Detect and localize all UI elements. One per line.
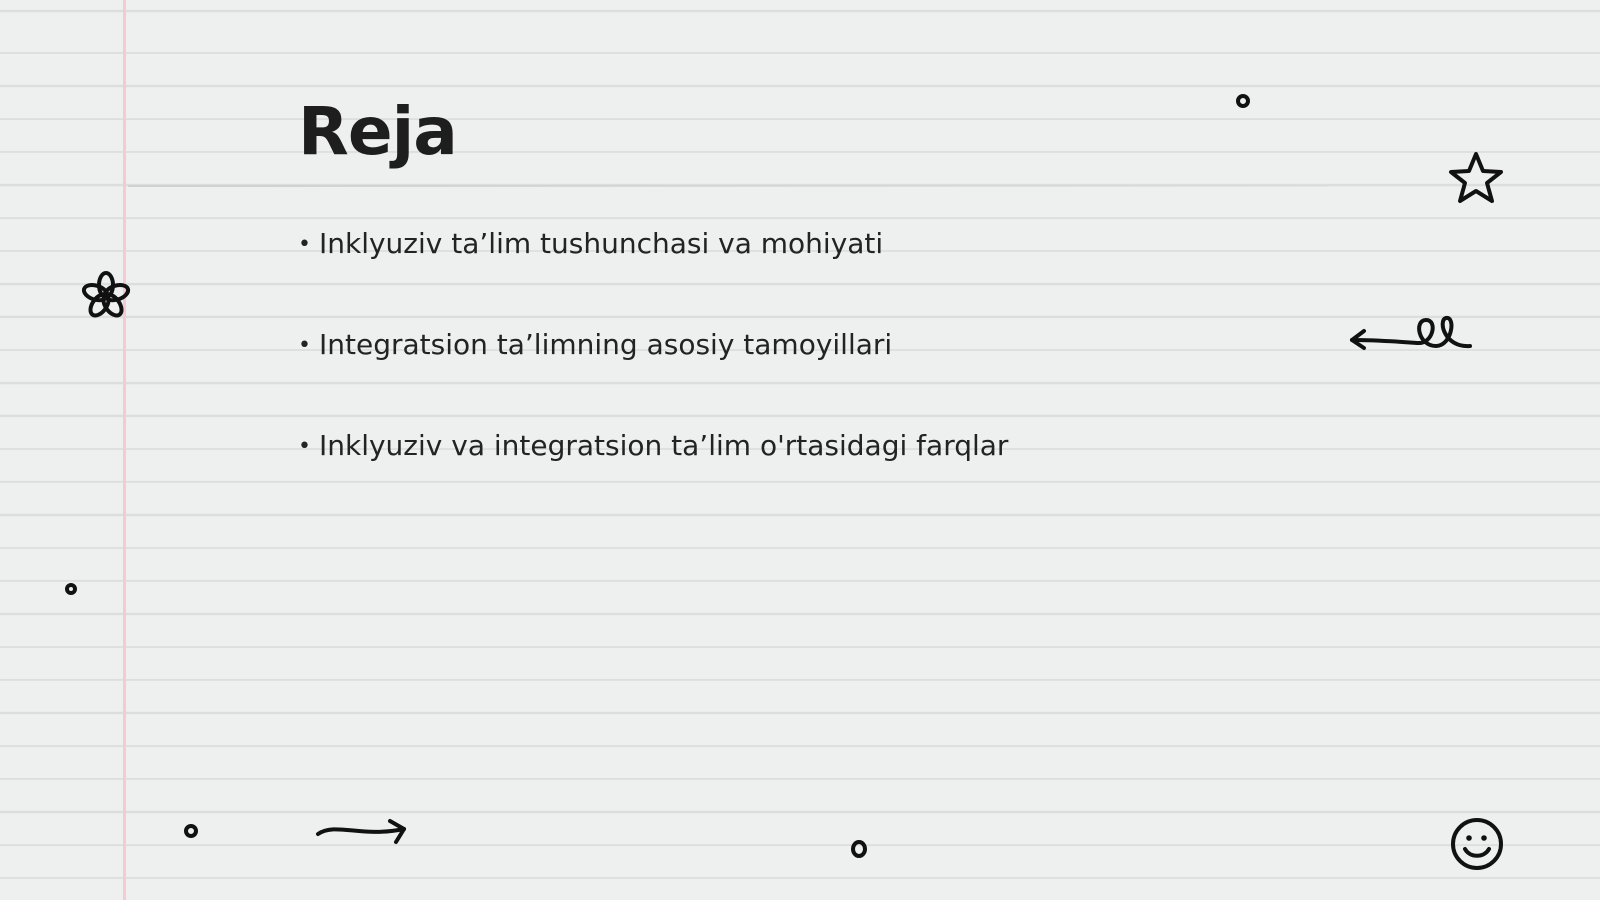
bullet-text: Inklyuziv va integratsion ta’lim o'rtasidagi farqlar [318,429,1009,462]
star-doodle-icon [1446,150,1506,206]
bullet-marker: • [298,434,311,459]
circle-doodle-icon [849,838,869,860]
bullet-list [298,222,1008,525]
curly-arrow-left-doodle-icon [1348,312,1476,362]
smiley-face-doodle-icon [1449,816,1505,872]
bullet-text: Integratsion ta’limning asosiy tamoyillari [318,328,893,361]
bullet-marker: • [298,232,311,257]
bullet-text: Inklyuziv ta’lim tushunchasi va mohiyati [318,227,884,260]
bullet-item [298,323,1008,424]
bullet-item [298,222,1008,323]
title-underline [128,185,1328,187]
notebook-margin-line [123,0,126,900]
bullet-marker: • [298,333,311,358]
circle-doodle-icon [182,822,200,840]
arrow-right-doodle-icon [316,816,412,846]
circle-doodle-icon [1234,92,1252,110]
bullet-item [298,424,1008,525]
flower-doodle-icon [78,268,134,324]
circle-doodle-icon [62,580,80,598]
slide-title: Reja [298,93,457,170]
